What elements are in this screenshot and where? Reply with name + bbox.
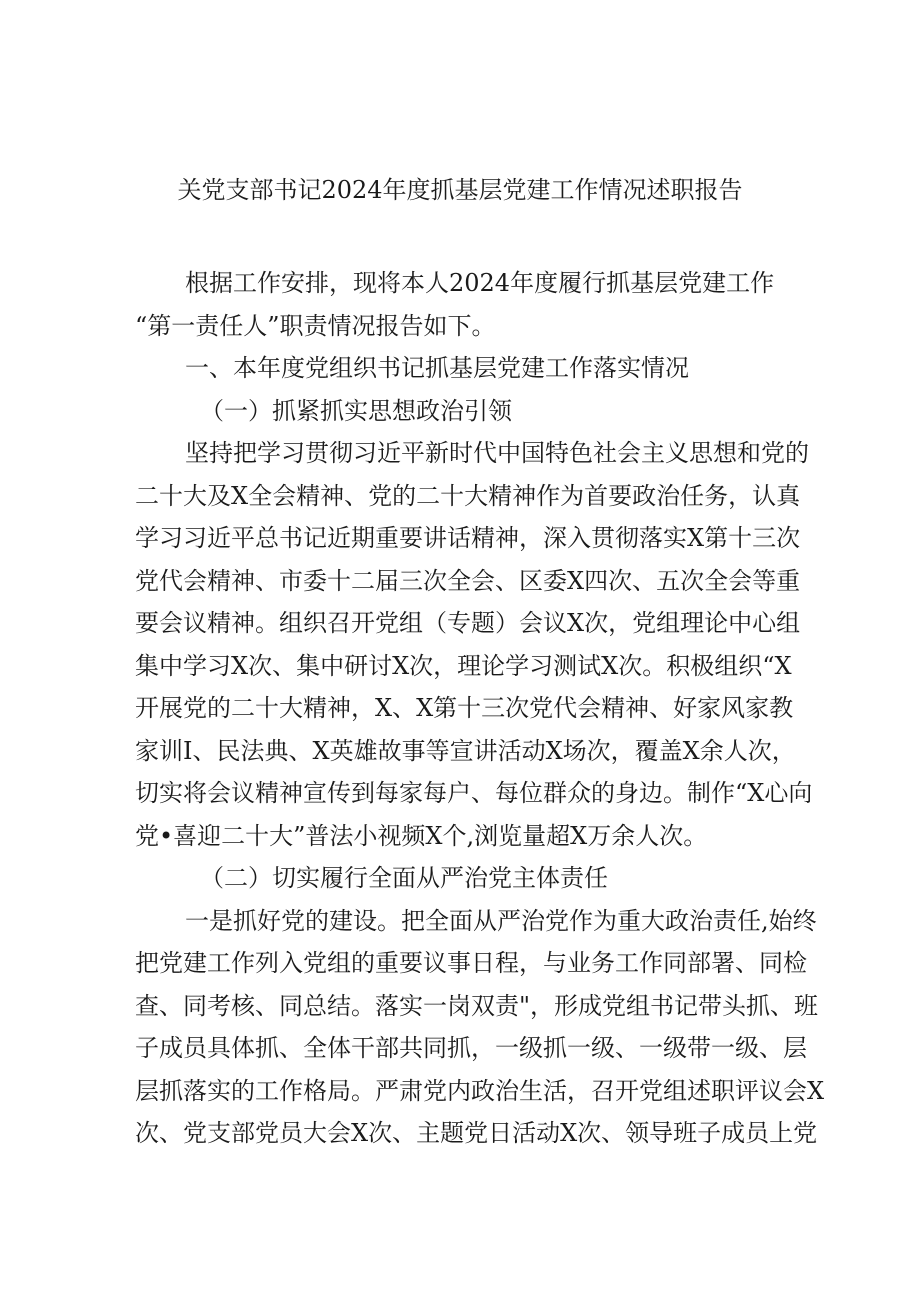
- document-title: 关党支部书记2024年度抓基层党建工作情况述职报告: [177, 176, 743, 204]
- paragraph-line: 党代会精神、市委十二届三次全会、区委X四次、五次全会等重: [135, 566, 801, 595]
- paragraph-line: “第一责任人”职责情况报告如下。: [135, 311, 496, 340]
- paragraph-line: 党•喜迎二十大”普法小视频X个,浏览量超X万余人次。: [135, 821, 708, 850]
- paragraph-line: 把党建工作列入党组的重要议事日程，与业务工作同部署、同检: [135, 949, 807, 977]
- paragraph-line: 集中学习X次、集中研讨X次，理论学习测试X次。积极组织“X: [135, 651, 792, 680]
- paragraph-line: 查、同考核、同总结。落实一岗双责"，形成党组书记带头抓、班: [135, 991, 819, 1020]
- paragraph-line: 坚持把学习贯彻习近平新时代中国特色社会主义思想和党的: [185, 439, 809, 467]
- section-heading: 一、本年度党组织书记抓基层党建工作落实情况: [185, 354, 689, 382]
- paragraph-line: 开展党的二十大精神，X、X第十三次党代会精神、好家风家教: [135, 694, 794, 722]
- document-body: [135, 262, 825, 1155]
- paragraph-line: 次、党支部党员大会X次、主题党日活动X次、领导班子成员上党: [135, 1119, 818, 1147]
- paragraph-line: 根据工作安排，现将本人2024年度履行抓基层党建工作: [185, 269, 775, 297]
- paragraph-line: 二十大及X全会精神、党的二十大精神作为首要政治任务，认真: [135, 481, 801, 510]
- paragraph-line: 子成员具体抓、全体干部共同抓，一级抓一级、一级带一级、层: [135, 1034, 807, 1062]
- subsection-heading: （二）切实履行全面从严治党主体责任: [200, 864, 608, 892]
- paragraph-line: 一是抓好党的建设。把全面从严治党作为重大政治责任,始终: [185, 906, 817, 935]
- paragraph-line: 要会议精神。组织召开党组（专题）会议X次，党组理论中心组: [135, 609, 801, 637]
- paragraph-line: 层抓落实的工作格局。严肃党内政治生活，召开党组述职评议会X: [135, 1076, 825, 1105]
- subsection-heading: （一）抓紧抓实思想政治引领: [200, 396, 512, 425]
- paragraph-line: 学习习近平总书记近期重要讲话精神，深入贯彻落实X第十三次: [135, 524, 801, 552]
- paragraph-line: 切实将会议精神宣传到每家每户、每位群众的身边。制作“X心向: [135, 779, 813, 807]
- paragraph-line: 家训I、民法典、X英雄故事等宣讲活动X场次，覆盖X余人次，: [135, 736, 796, 765]
